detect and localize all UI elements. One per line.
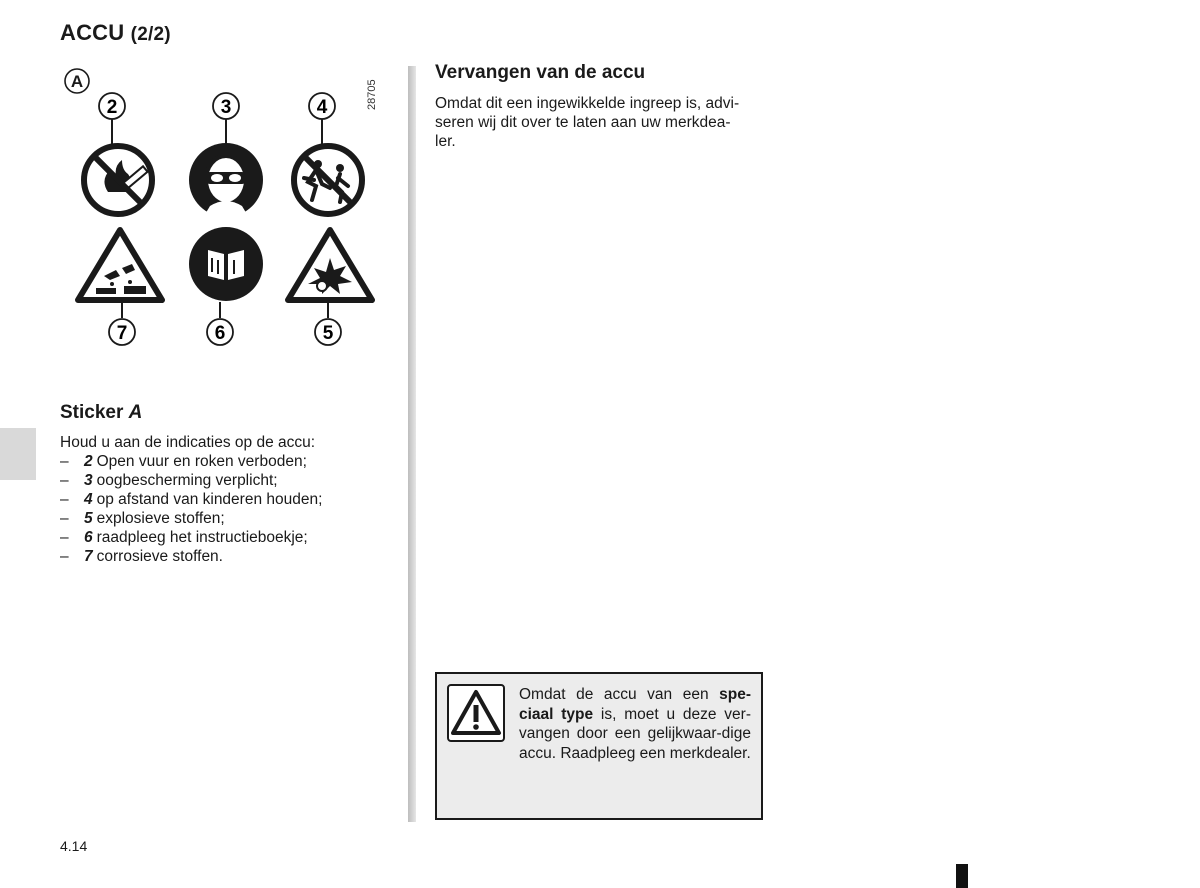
callout-5	[315, 302, 341, 345]
callout-7	[109, 302, 135, 345]
warning-box	[435, 672, 763, 820]
page-title-text: ACCU	[60, 20, 125, 45]
list-item: – 2 Open vuur en roken verboden;	[60, 453, 307, 470]
svg-text:A: A	[70, 72, 84, 91]
callout-3	[213, 93, 239, 146]
list-item: – 4 op afstand van kinderen houden;	[60, 491, 323, 508]
no-children-icon	[294, 146, 362, 214]
svg-text:7: 7	[116, 323, 128, 344]
warning-text: Omdat de accu van een spe-ciaal type is, moet u deze ver-vangen door een gelijkwaar-dige accu. Raadpleeg een merkdealer.	[519, 686, 751, 762]
svg-text:6: 6	[214, 323, 226, 344]
page-title-suffix: (2/2)	[130, 24, 171, 45]
list-item: – 7 corrosieve stoffen.	[60, 548, 223, 565]
svg-text:2: 2	[106, 97, 118, 118]
list-item: – 6 raadpleeg het instructieboekje;	[60, 529, 308, 546]
read-manual-icon	[189, 227, 263, 301]
svg-text:4: 4	[316, 97, 328, 118]
list-item: – 5 explosieve stoffen;	[60, 510, 225, 527]
sticker-heading	[60, 402, 142, 424]
eye-protection-icon	[189, 143, 263, 219]
sticker-list	[60, 452, 322, 566]
column-divider	[408, 66, 416, 822]
callout-6	[207, 302, 233, 345]
no-fire-icon	[84, 146, 152, 214]
sticker-intro: Houd u aan de indicaties op de accu:	[60, 434, 316, 451]
figure-code: 28705	[366, 79, 378, 110]
callout-4	[309, 93, 335, 146]
page-title	[60, 20, 171, 46]
explosive-warning-icon	[288, 230, 372, 300]
section-tab	[0, 428, 36, 480]
replace-line: Omdat dit een ingewikkelde ingreep is, advi-	[435, 95, 740, 112]
list-item: – 3 oogbescherming verplicht;	[60, 472, 278, 489]
callout-2	[99, 93, 125, 148]
corner-mark	[956, 864, 968, 888]
sticker-heading-text: Sticker	[60, 402, 124, 423]
page-number: 4.14	[60, 838, 88, 854]
replace-line: seren wij dit over te laten aan uw merkdea-	[435, 114, 731, 131]
svg-text:5: 5	[322, 323, 334, 344]
sticker-figure	[60, 62, 400, 362]
replace-line: ler.	[435, 133, 456, 150]
warning-bold: spe-ciaal type	[519, 686, 751, 723]
sticker-a-label	[65, 69, 89, 93]
corrosive-warning-icon	[78, 230, 162, 300]
replace-paragraph	[435, 94, 765, 151]
svg-text:3: 3	[220, 97, 232, 118]
replace-heading: Vervangen van de accu	[435, 62, 646, 83]
sticker-heading-letter: A	[128, 402, 143, 423]
